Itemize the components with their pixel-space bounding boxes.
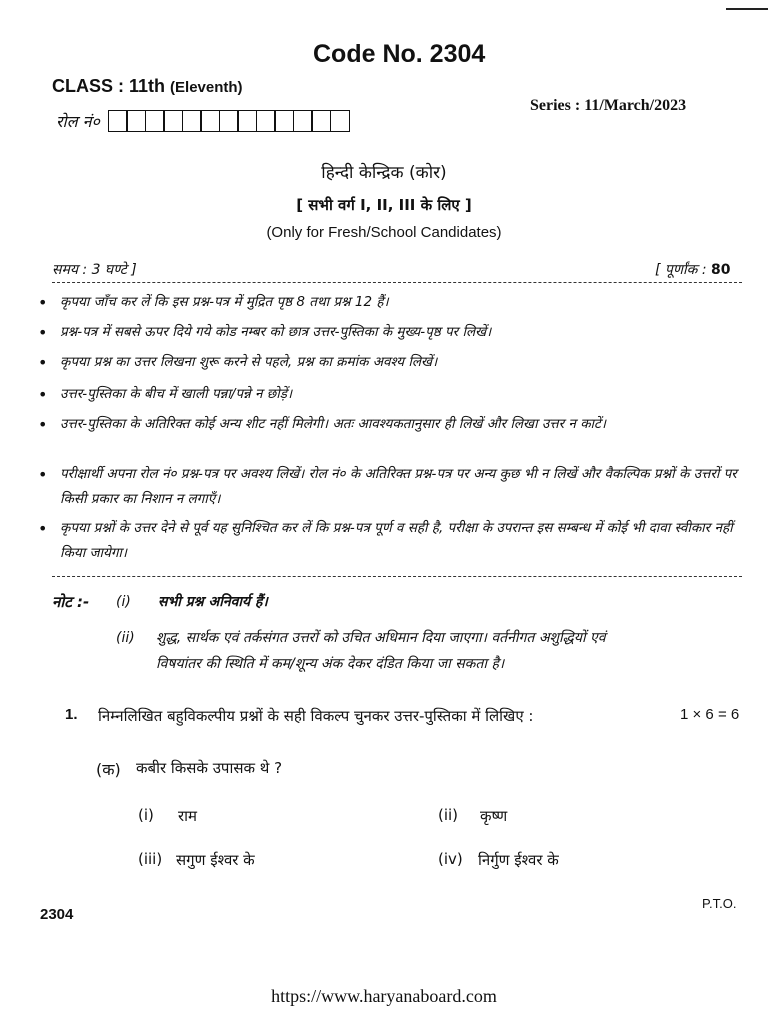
option-number: (ii) bbox=[438, 806, 459, 824]
source-url: https://www.haryanaboard.com bbox=[271, 986, 497, 1006]
option-number: (i) bbox=[138, 806, 154, 824]
roll-box bbox=[108, 110, 128, 132]
roll-box bbox=[126, 110, 146, 132]
roll-box bbox=[200, 110, 220, 132]
class-label bbox=[52, 76, 243, 97]
instruction-item: • उत्तर-पुस्तिका के अतिरिक्त कोई अन्य शीट नहीं मिलेगी। अतः आवश्यकतानुसार ही लिखें और लिखा उत्तर न काटें। bbox=[38, 415, 606, 434]
roll-box bbox=[293, 110, 313, 132]
divider-bottom bbox=[52, 576, 742, 577]
pto-label: P.T.O. bbox=[702, 896, 737, 911]
note-item-text: विषयांतर की स्थिति में कम/शून्य अंक देकर दंडित किया जा सकता है। bbox=[156, 656, 505, 672]
question-1 bbox=[0, 706, 768, 730]
roll-box bbox=[274, 110, 294, 132]
instruction-item: • कृपया प्रश्न का उत्तर लिखना शुरू करने से पहले, प्रश्न का क्रमांक अवश्य लिखें। bbox=[38, 353, 438, 372]
instruction-item: • परीक्षार्थी अपना रोल नं० प्रश्न-पत्र पर अवश्य लिखें। रोल नं० के अतिरिक्त प्रश्न-पत्र पर अन्य कुछ भी न लिखें और वैकल्पिक प्रश्नों के उत्तरों पर किसी प्रकार का निशान न लगाएँ। bbox=[38, 465, 737, 507]
note-label: नोट :- bbox=[52, 593, 90, 611]
subquestion-text: कबीर किसके उपासक थे ? bbox=[136, 759, 283, 777]
question-number: 1. bbox=[65, 706, 78, 723]
subject-groups: [ सभी वर्ग I, II, III के लिए ] bbox=[296, 196, 472, 214]
note-item-number: (ii) bbox=[116, 630, 135, 646]
roll-box bbox=[311, 110, 331, 132]
code-number: Code No. 2304 bbox=[313, 40, 486, 68]
time-allowed: समय : 3 घण्टे ] bbox=[52, 262, 137, 278]
roll-label: रोल नं० bbox=[56, 112, 100, 131]
option-text: सगुण ईश्वर के bbox=[176, 851, 255, 869]
roll-box bbox=[256, 110, 276, 132]
max-marks bbox=[655, 260, 730, 279]
question-marks: 1 × 6 = 6 bbox=[680, 706, 740, 723]
marks-value: 80 bbox=[710, 262, 731, 278]
roll-box bbox=[219, 110, 239, 132]
option-text: राम bbox=[178, 807, 197, 825]
instruction-item: • कृपया प्रश्नों के उत्तर देने से पूर्व यह सुनिश्चित कर लें कि प्रश्न-पत्र पूर्ण व सही है, परीक्षा के उपरान्त इस सम्बन्ध में कोई भी दावा स्वीकार नहीं किया जायेगा। bbox=[38, 519, 733, 561]
option-text: कृष्ण bbox=[480, 807, 508, 825]
question-text: निम्नलिखित बहुविकल्पीय प्रश्नों के सही विकल्प चुनकर उत्तर-पुस्तिका में लिखिए : bbox=[98, 707, 534, 725]
option-text: निर्गुण ईश्वर के bbox=[478, 851, 559, 869]
roll-box bbox=[237, 110, 257, 132]
roll-number-boxes bbox=[108, 110, 349, 132]
note-item-number: (i) bbox=[116, 594, 131, 610]
subquestion-label: (क) bbox=[96, 760, 121, 779]
top-right-rule bbox=[726, 8, 768, 10]
roll-box bbox=[330, 110, 350, 132]
class-sub: (Eleventh) bbox=[170, 79, 243, 96]
instruction-item: • प्रश्न-पत्र में सबसे ऊपर दिये गये कोड नम्बर को छात्र उत्तर-पुस्तिका के मुख्य-पृष्ठ पर लिखें। bbox=[38, 323, 492, 342]
roll-number-row bbox=[56, 110, 348, 132]
roll-box bbox=[182, 110, 202, 132]
divider-top bbox=[52, 282, 742, 283]
series-label: Series : 11/March/2023 bbox=[530, 97, 687, 114]
footer-code: 2304 bbox=[40, 906, 74, 923]
option-number: (iv) bbox=[438, 850, 463, 868]
note-item-text: सभी प्रश्न अनिवार्य हैं। bbox=[158, 594, 268, 610]
note-item-text: शुद्ध, सार्थक एवं तर्कसंगत उत्तरों को उचित अधिमान दिया जाएगा। वर्तनीगत अशुद्धियों एवं bbox=[156, 630, 606, 646]
class-main: CLASS : 11th bbox=[52, 76, 166, 96]
roll-box bbox=[163, 110, 183, 132]
roll-box bbox=[145, 110, 165, 132]
marks-label: [ पूर्णांक : bbox=[655, 262, 707, 278]
subject-title: हिन्दी केन्द्रिक (कोर) bbox=[321, 163, 447, 183]
candidates-note: (Only for Fresh/School Candidates) bbox=[266, 224, 502, 241]
instruction-item: • कृपया जाँच कर लें कि इस प्रश्न-पत्र में मुद्रित पृष्ठ 8 तथा प्रश्न 12 हैं। bbox=[38, 293, 389, 312]
option-number: (iii) bbox=[138, 850, 163, 868]
instruction-item: • उत्तर-पुस्तिका के बीच में खाली पन्ना/पन्ने न छोड़ें। bbox=[38, 385, 293, 404]
